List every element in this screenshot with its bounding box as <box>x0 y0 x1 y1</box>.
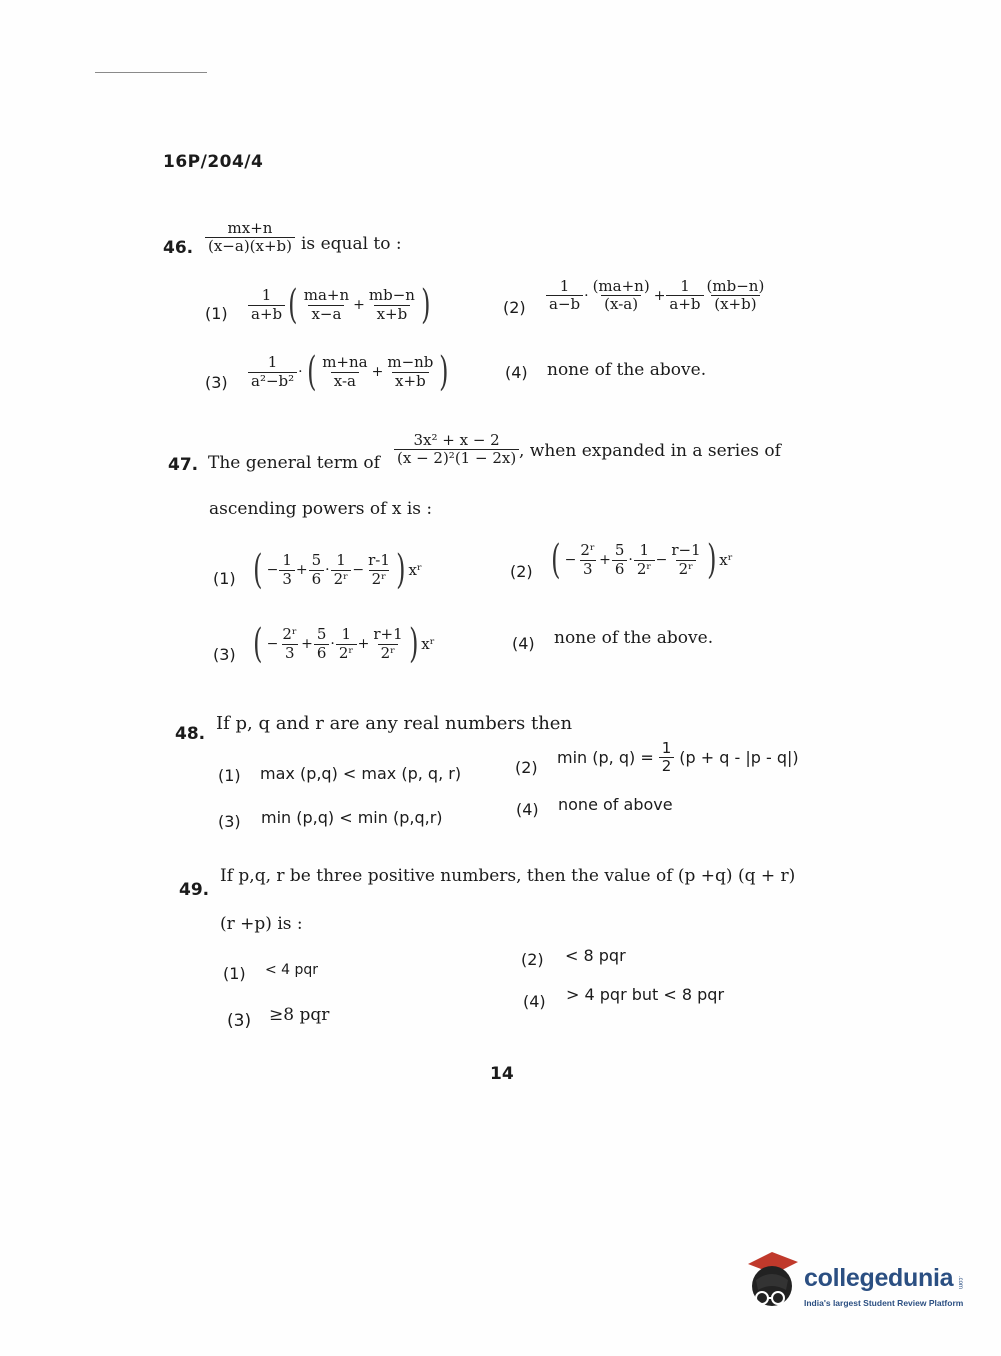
q46-option-3-label: (3) <box>205 373 228 392</box>
question-47-expression: $\frac{\text{3x² + x − 2}}{\text{(x − 2)²(1 − 2x)}}$ <box>394 432 519 468</box>
paper-code: 16P/204/4 <box>163 152 264 172</box>
question-47-text-after: , when expanded in a series of <box>519 441 781 461</box>
q49-option-1-label: (1) <box>223 964 246 983</box>
q47-option-4-label: (4) <box>512 634 535 653</box>
q48-option-4-text: none of above <box>558 795 673 814</box>
q46-option-1-expression: $\frac{1}{a+b}$ ( $\frac{ma+n}{x-a}$ + $\frac{mb-n}{x+b}$ ) <box>248 285 434 325</box>
question-47-text-before: The general term of <box>208 453 380 473</box>
question-48-text: If p, q and r are any real numbers then <box>216 713 573 734</box>
q49-option-2-label: (2) <box>521 950 544 969</box>
mascot-icon <box>742 1250 802 1312</box>
q48-option-4-label: (4) <box>516 800 539 819</box>
q46-option-3-expression: $\frac{1}{\text{a²−b²}}$ · ( $\frac{m+na}{x-a}$ + $\frac{m-nb}{x+b}$ ) <box>248 352 452 392</box>
q47-option-2-label: (2) <box>510 562 533 581</box>
q49-option-1-text: < 4 pqr <box>265 962 319 978</box>
question-46-expression: $\frac{mx+n}{(x-a)(x+b)}$ <box>205 220 295 256</box>
q49-option-3-text: ≥8 pqr <box>269 1005 330 1025</box>
q47-option-1-label: (1) <box>213 569 236 588</box>
q48-option-1-text: max (p,q) < max (p, q, r) <box>260 764 462 783</box>
logo-tagline: India's largest Student Review Platform <box>804 1298 964 1308</box>
q49-option-2-text: < 8 pqr <box>565 946 626 965</box>
q48-option-3-label: (3) <box>218 812 241 831</box>
q46-option-2-expression: $\frac{1}{a-b}$ · $\frac{(ma+n)}{(x-a)}$ + $\frac{1}{a+b}$ $\frac{(mb-n)}{(x+b)}$ <box>546 278 767 314</box>
q47-option-3-expression: ( − $\frac{\text{2ʳ}}{3}$ + $\frac{5}{6}$ · $\frac{1}{\text{2ʳ}}$ + $\frac{r+1}{\text{2ʳ}}$ ) xʳ <box>253 621 435 667</box>
q48-option-2-label: (2) <box>515 758 538 777</box>
q48-option-3-text: min (p,q) < min (p,q,r) <box>261 808 443 827</box>
question-49-text-line2: (r +p) is : <box>220 914 303 934</box>
q46-option-4-label: (4) <box>505 363 528 382</box>
question-46-number: 46. <box>163 238 194 258</box>
logo-name: collegedunia <box>804 1264 954 1292</box>
q49-option-4-label: (4) <box>523 992 546 1011</box>
question-47-number: 47. <box>168 455 199 475</box>
q49-option-3-label: (3) <box>227 1011 252 1031</box>
q46-option-2-label: (2) <box>503 298 526 317</box>
q46-option-1-label: (1) <box>205 304 228 323</box>
page-number: 14 <box>490 1064 514 1084</box>
q47-option-3-label: (3) <box>213 645 236 664</box>
q48-option-1-label: (1) <box>218 766 241 785</box>
question-49-number: 49. <box>179 880 210 900</box>
q48-option-2-expression: min (p, q) = $\frac{1}{2}$ (p + q - |p - q|) <box>557 739 799 776</box>
question-48-number: 48. <box>175 724 206 744</box>
q47-option-4-text: none of the above. <box>554 628 714 648</box>
q47-option-1-expression: ( − $\frac{1}{3}$ + $\frac{5}{6}$ · $\frac{1}{\text{2ʳ}}$ − $\frac{r-1}{\text{2ʳ}}$ ) xʳ <box>253 547 423 593</box>
top-rule <box>95 72 207 73</box>
q47-option-2-expression: ( − $\frac{\text{2ʳ}}{3}$ + $\frac{5}{6}$ · $\frac{1}{\text{2ʳ}}$ − $\frac{r-1}{\text{2ʳ}}$ ) xʳ <box>551 537 733 583</box>
question-47-text-line2: ascending powers of x is : <box>209 499 433 519</box>
question-46-text: is equal to : <box>301 234 402 254</box>
q46-option-4-text: none of the above. <box>547 360 707 380</box>
question-49-text: If p,q, r be three positive numbers, then the value of (p +q) (q + r) <box>220 866 796 886</box>
logo-com: .com <box>957 1276 963 1290</box>
q49-option-4-text: > 4 pqr but < 8 pqr <box>566 985 725 1004</box>
